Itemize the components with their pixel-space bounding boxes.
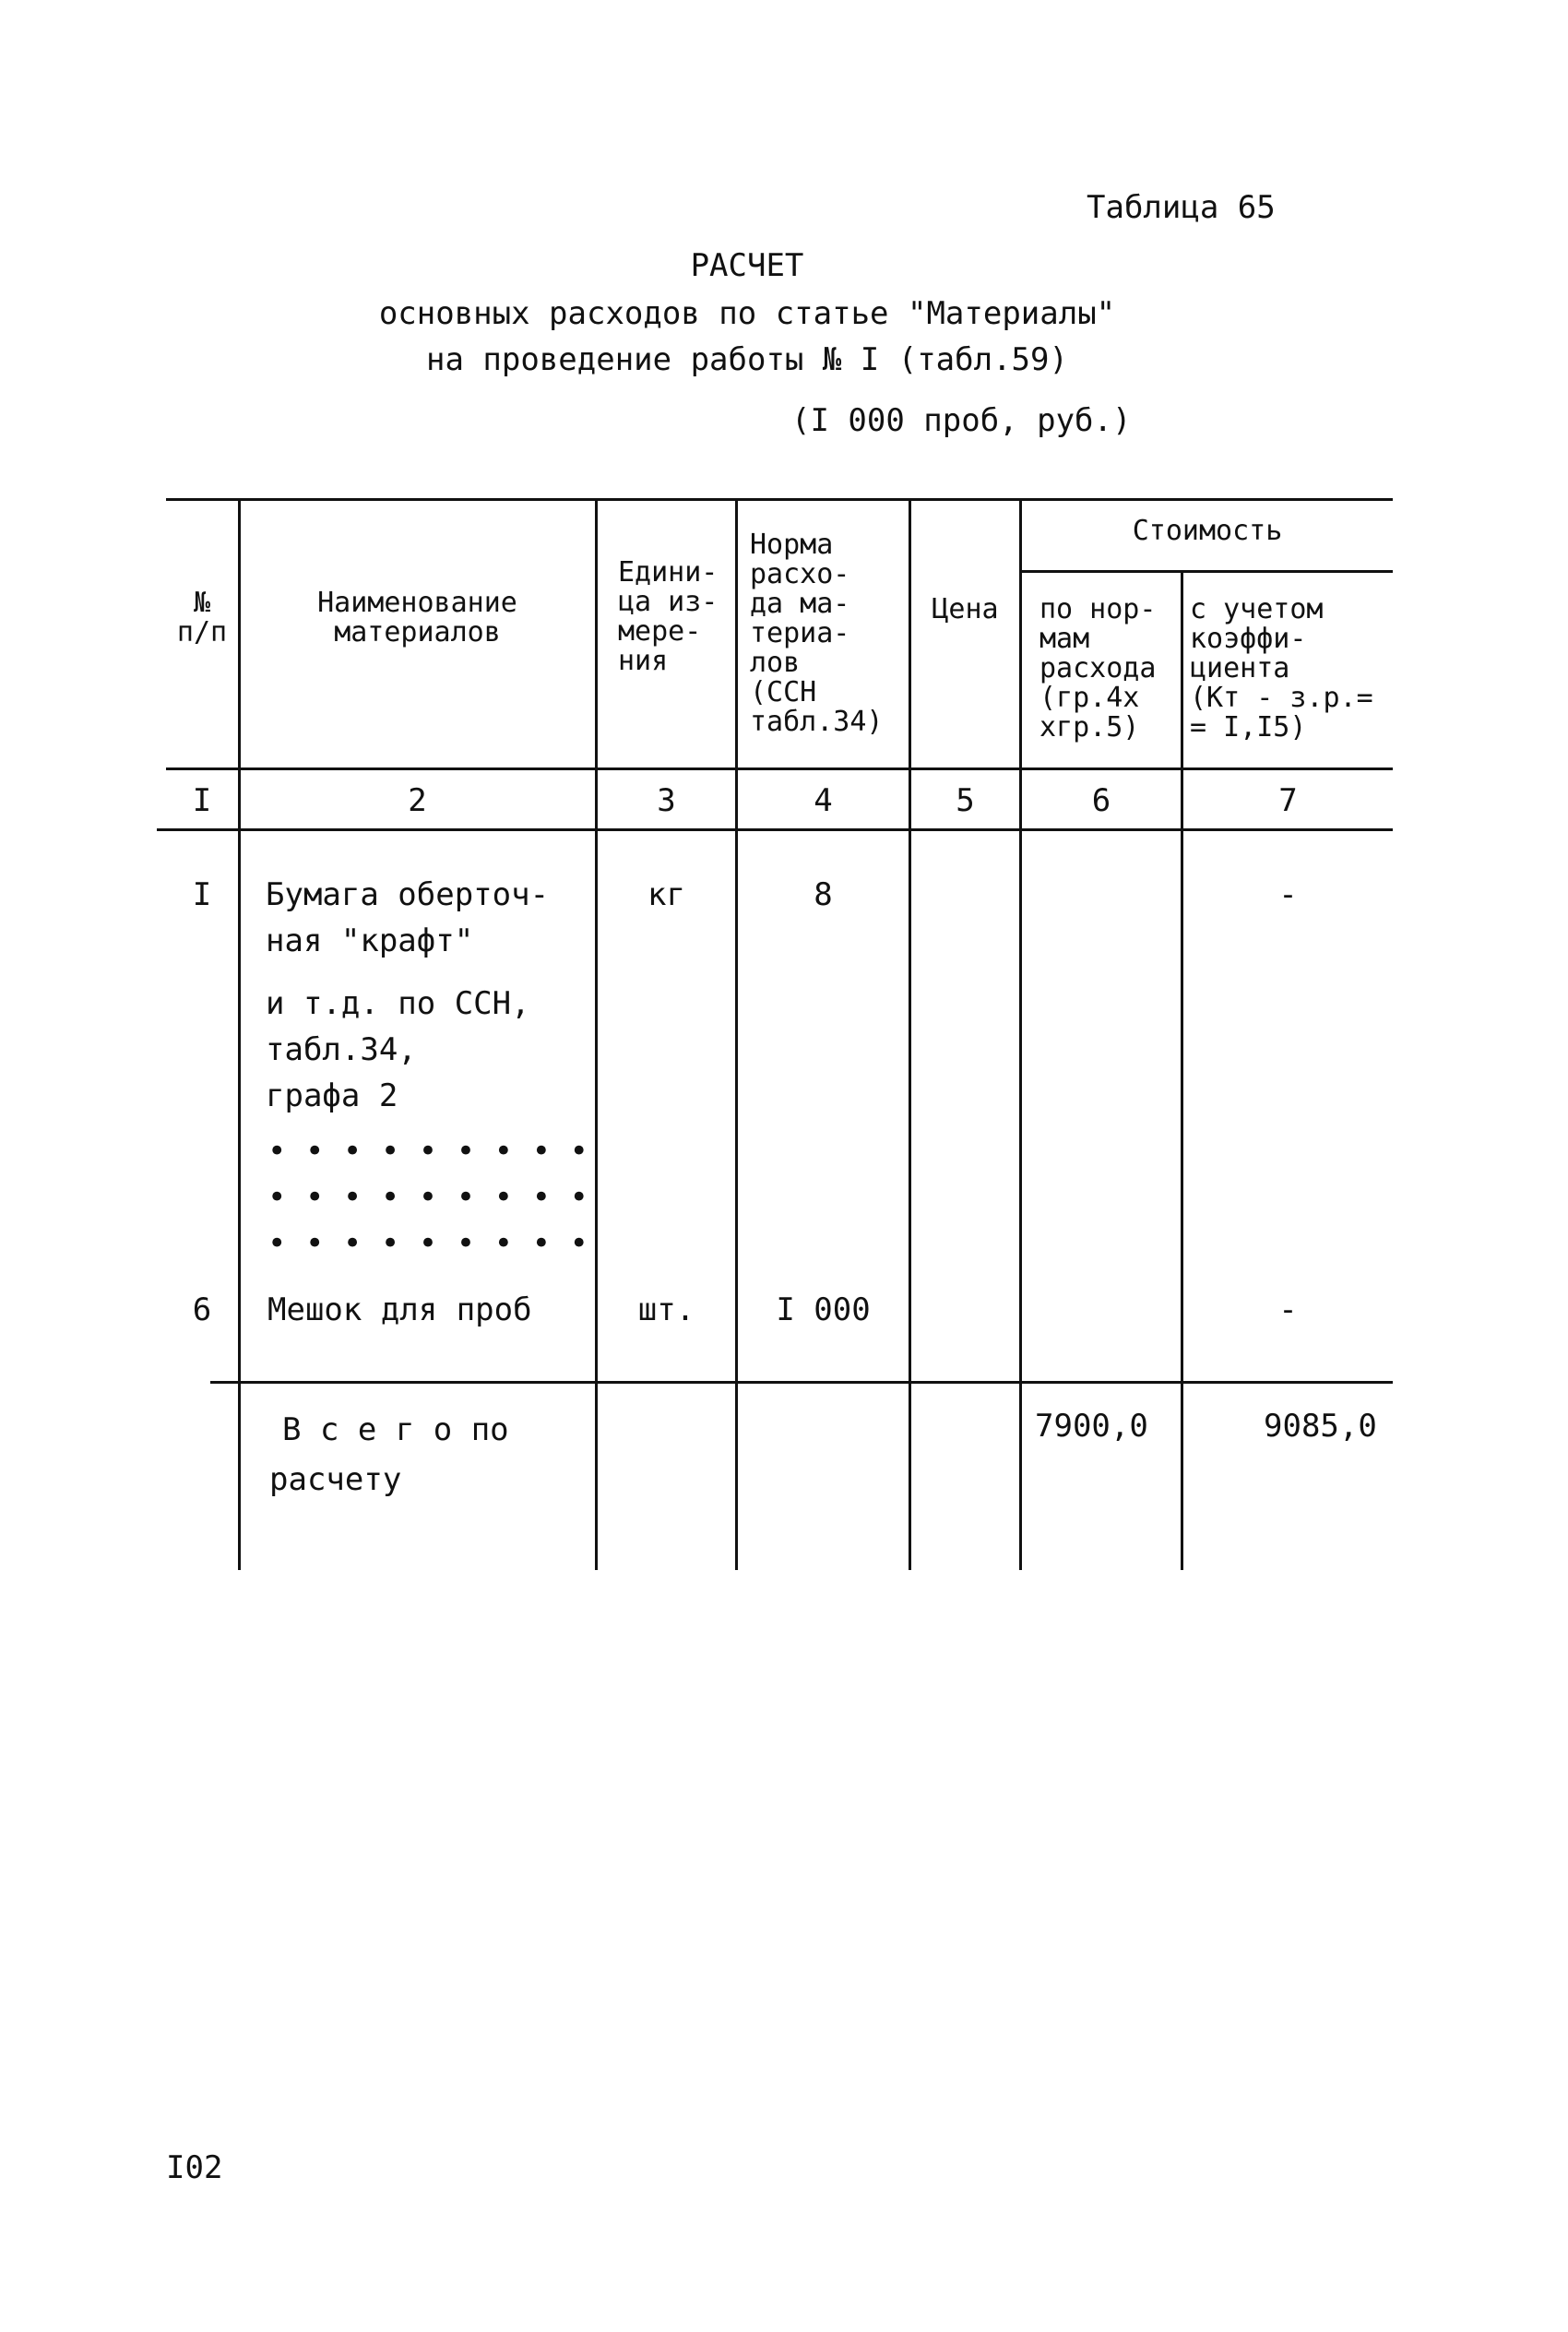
col-divider-3	[735, 498, 738, 1570]
header-col1-line: п/п	[176, 616, 228, 648]
col-divider-6	[1181, 570, 1183, 1570]
header-col1	[166, 589, 238, 648]
document-subtitle-2: на проведение работы № I (табл.59)	[426, 341, 1068, 378]
document-title: РАСЧЕТ	[690, 247, 804, 284]
header-col7-line: с учетом	[1190, 593, 1324, 625]
header-col2-line: материалов	[334, 616, 501, 648]
header-col7-line: коэффи-	[1190, 623, 1307, 655]
header-col7	[1190, 595, 1373, 743]
header-col7-line: (Кт - з.р.=	[1190, 682, 1373, 714]
header-col7-line: циента	[1190, 652, 1290, 684]
col-number-5: 5	[956, 782, 975, 819]
header-col6-line: расхода	[1039, 652, 1157, 684]
unit-of-measure: кг	[647, 876, 685, 913]
material-name-line: ная "крафт"	[266, 922, 474, 959]
material-name	[267, 1291, 532, 1328]
col-number-2: 2	[408, 782, 427, 819]
header-col1-line: №	[193, 587, 211, 619]
header-col6-line: хгр.5)	[1039, 711, 1140, 744]
header-col3-line: ца из-	[618, 586, 719, 618]
header-col6	[1039, 595, 1156, 743]
cost-with-coefficient: -	[1278, 876, 1298, 913]
material-name-line: Мешок для проб	[267, 1291, 532, 1328]
header-col5	[911, 595, 1019, 625]
header-col6-line: по нор-	[1039, 593, 1157, 625]
col-number-3: 3	[657, 782, 676, 819]
header-col3	[618, 558, 718, 676]
col-number-1: I	[192, 782, 212, 819]
header-bottom-border	[166, 767, 1393, 770]
header-col6-line: мам	[1039, 623, 1090, 655]
table-label: Таблица 65	[1087, 189, 1276, 226]
body-bottom-border	[210, 1381, 1393, 1384]
group-header-divider	[1019, 570, 1393, 573]
total-label-2: расчету	[269, 1461, 402, 1498]
reference-note-line: и т.д. по ССН,	[266, 985, 530, 1022]
ellipsis-dots: • • • • • • • • •	[267, 1133, 588, 1170]
ellipsis-dots: • • • • • • • • •	[267, 1225, 588, 1262]
header-col6-line: (гр.4х	[1039, 682, 1140, 714]
total-label: В с е г о по	[282, 1411, 509, 1448]
header-col4-line: (ССН	[750, 676, 817, 708]
header-group-cost: Стоимость	[1132, 515, 1283, 547]
header-col4-line: Норма	[750, 529, 834, 561]
row-number: 6	[192, 1291, 212, 1328]
material-name-line: Бумага оберточ-	[266, 876, 550, 913]
unit-of-measure: шт.	[637, 1291, 695, 1328]
col-divider-1	[238, 498, 241, 1570]
header-col4-line: расхо-	[750, 558, 850, 590]
header-col3-line: ния	[618, 645, 669, 677]
ellipsis-dots: • • • • • • • • •	[267, 1179, 588, 1216]
reference-note-line: графа 2	[266, 1077, 398, 1114]
consumption-norm: 8	[814, 876, 833, 913]
header-col5-line: Цена	[932, 593, 999, 625]
cost-with-coefficient: -	[1278, 1291, 1298, 1328]
header-col2	[240, 589, 595, 648]
header-col4-line: да ма-	[750, 588, 850, 620]
col-divider-2	[595, 498, 598, 1570]
reference-note-line: табл.34,	[266, 1031, 417, 1068]
col-number-7: 7	[1278, 782, 1298, 819]
header-col3-line: Едини-	[618, 556, 719, 589]
consumption-norm: I 000	[776, 1291, 871, 1328]
total-cost-with-coefficient: 9085,0	[1264, 1408, 1377, 1445]
row-number: I	[192, 876, 212, 913]
col-number-4: 4	[814, 782, 833, 819]
col-divider-4	[909, 498, 911, 1570]
header-col4-line: лов	[750, 647, 801, 679]
col-number-6: 6	[1091, 782, 1111, 819]
reference-note	[266, 985, 530, 1114]
header-col4	[750, 530, 884, 737]
header-col3-line: мере-	[618, 615, 702, 648]
header-col4-line: териа-	[750, 617, 850, 649]
table-top-border	[166, 498, 1393, 501]
document-subtitle-1: основных расходов по статье "Материалы"	[378, 295, 1116, 332]
header-col7-line: = I,I5)	[1190, 711, 1307, 744]
units-note: (I 000 проб, руб.)	[791, 402, 1132, 439]
header-col2-line: Наименование	[317, 587, 517, 619]
material-name	[266, 876, 549, 959]
col-divider-5	[1019, 498, 1022, 1570]
total-cost-by-norm: 7900,0	[1035, 1408, 1148, 1445]
page-number: I02	[166, 2149, 223, 2186]
column-numbers-bottom-border	[157, 828, 1393, 831]
header-col4-line: табл.34)	[750, 706, 884, 738]
